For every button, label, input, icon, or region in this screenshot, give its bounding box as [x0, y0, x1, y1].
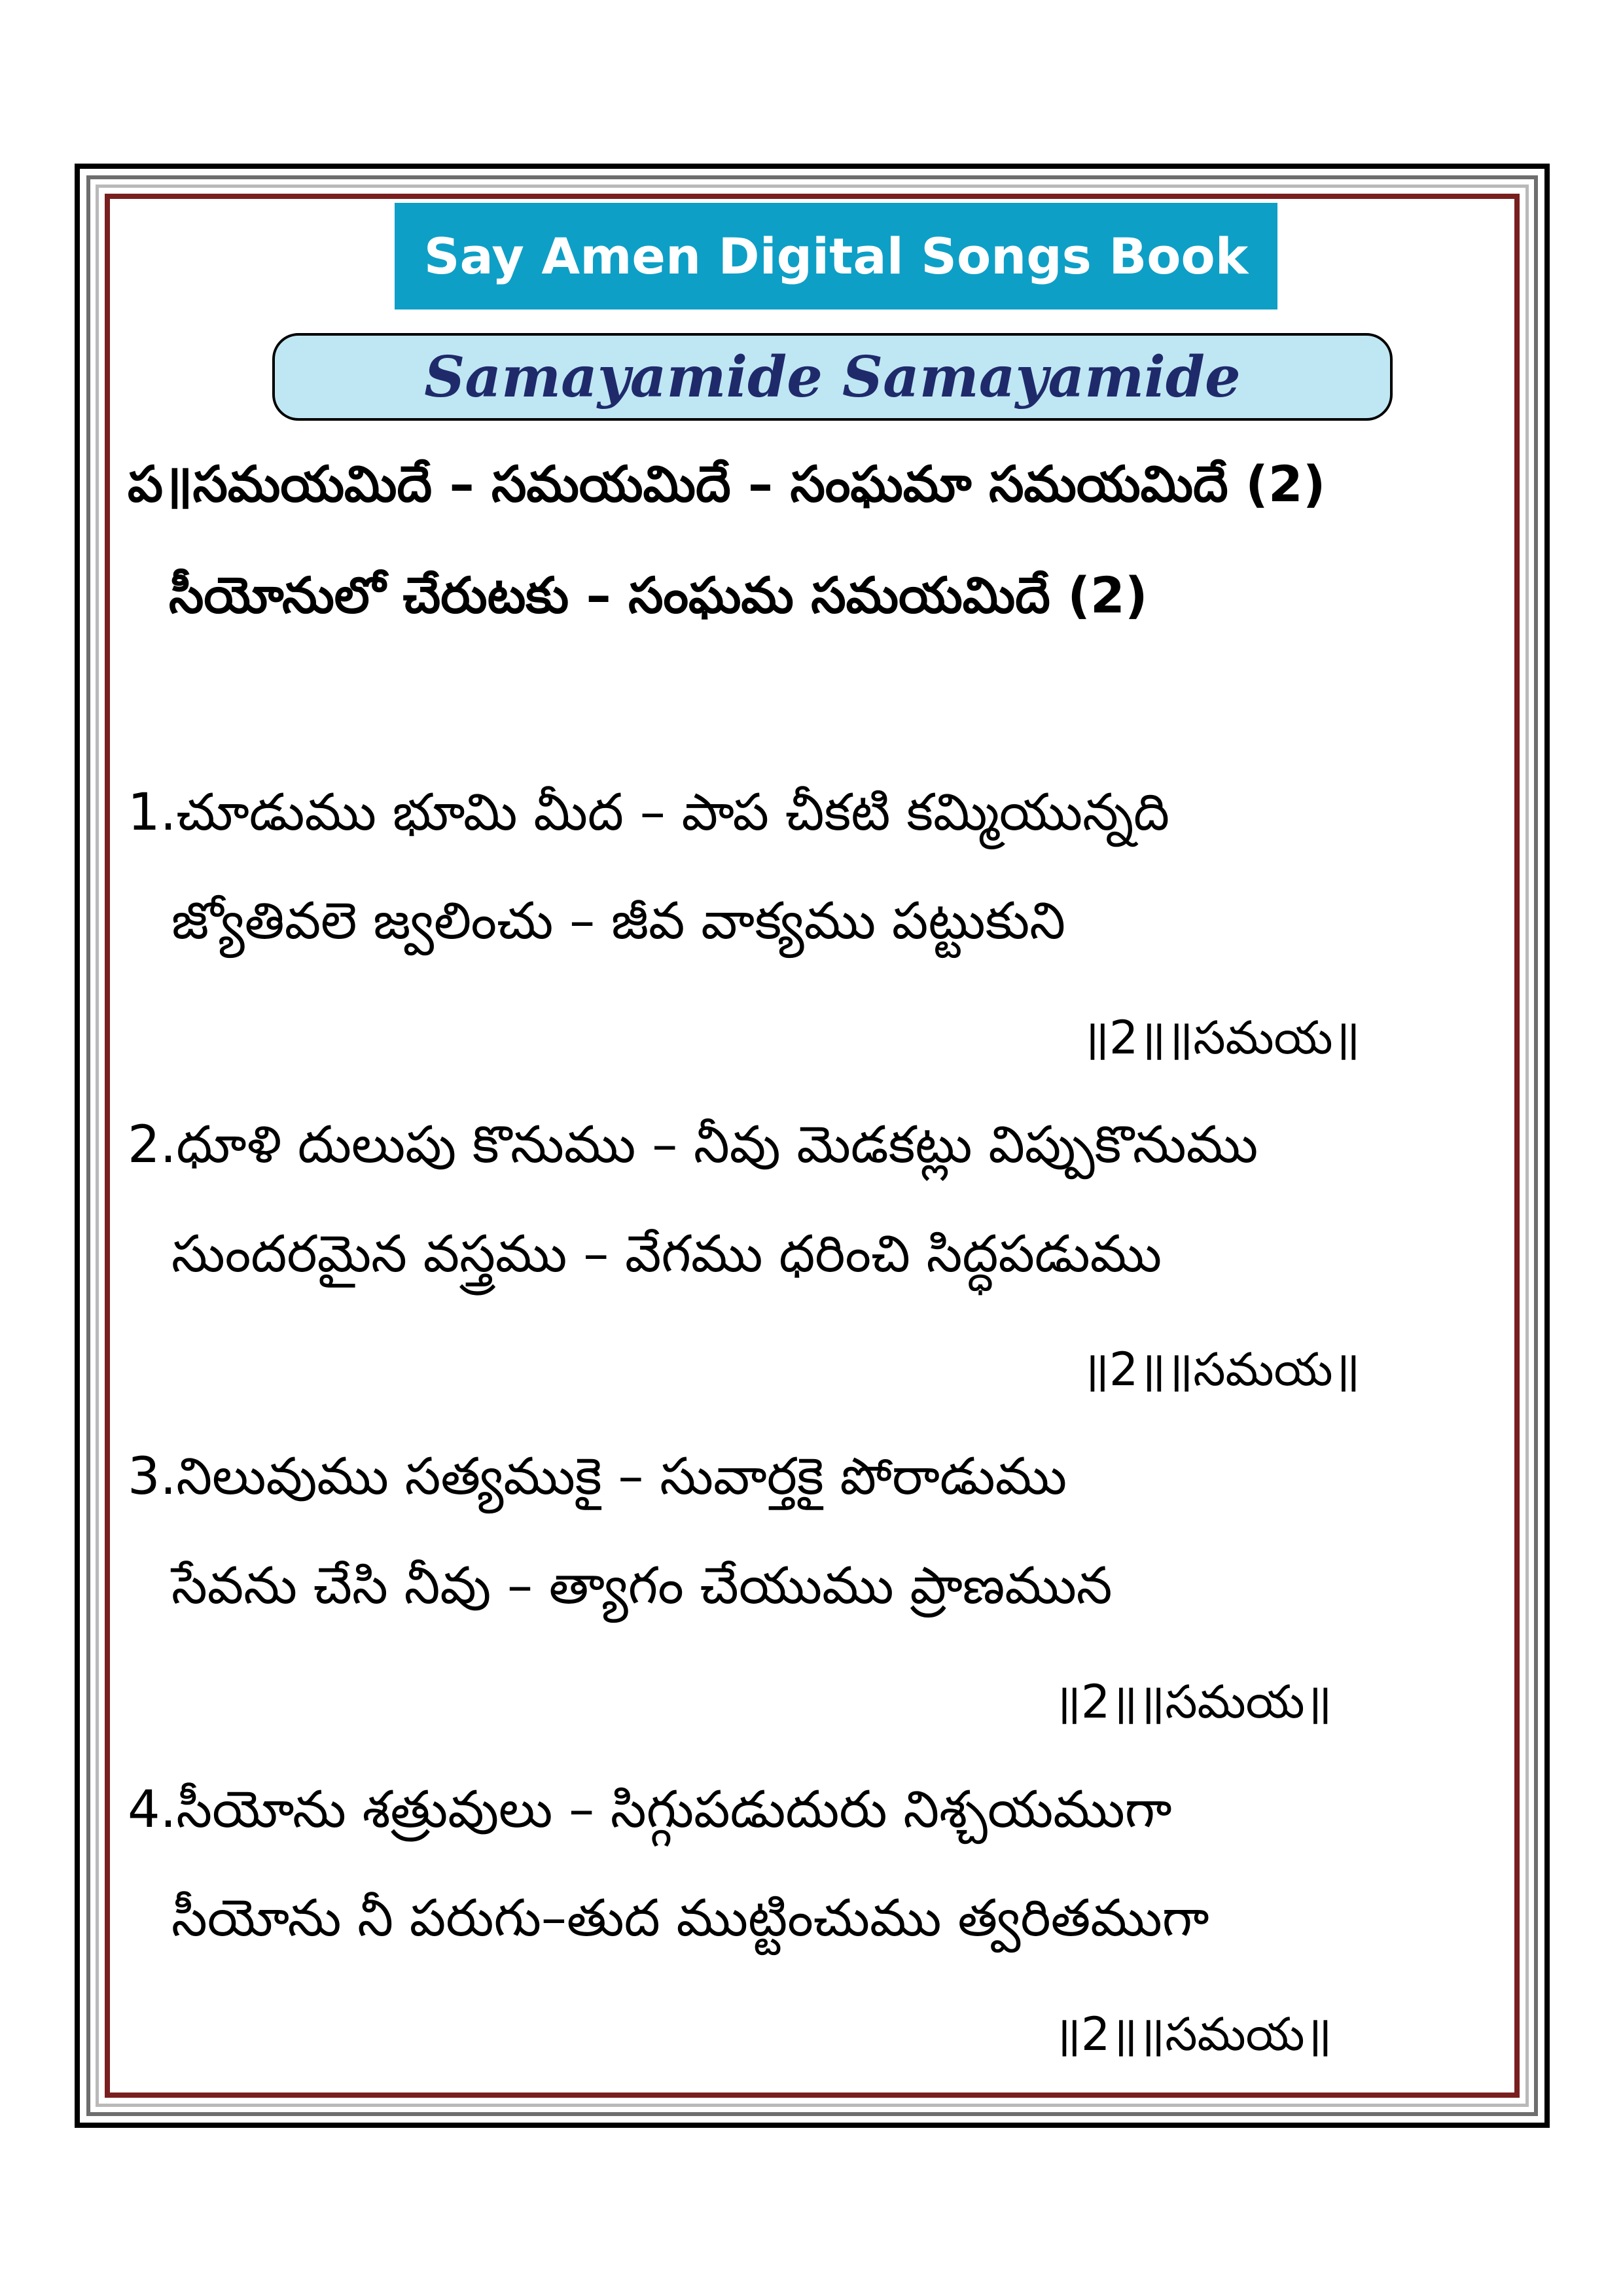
- verse-2-line-2: సుందరమైన వస్త్రము – వేగము ధరించి సిద్ధపడుము: [171, 1225, 1162, 1284]
- verse-3-line-2: సేవను చేసి నీవు – త్యాగం చేయుము ప్రాణమున: [171, 1557, 1113, 1616]
- verse-4-line-1: 4.సీయోను శత్రువులు – సిగ్గుపడుదురు నిశ్చయముగా: [128, 1780, 1172, 1839]
- verse-2-line-1: 2.ధూళి దులుపు కొనుము – నీవు మెడకట్లు విప్పుకొనుము: [128, 1116, 1258, 1174]
- verse-3-line-1: 3.నిలువుము సత్యముకై – సువార్తకై పోరాడుము: [128, 1447, 1067, 1506]
- verse-4-refrain: ॥2॥॥సమయ॥: [1054, 2007, 1332, 2061]
- song-title: Samayamide Samayamide: [424, 344, 1241, 410]
- banner-title: Say Amen Digital Songs Book: [423, 227, 1249, 285]
- header-banner: [395, 203, 1277, 309]
- chorus-line-2: సీయోనులో చేరుటకు – సంఘమ సమయమిదే (2): [169, 566, 1148, 624]
- verse-1-refrain: ॥2॥॥సమయ॥: [1082, 1011, 1361, 1065]
- verse-1-line-2: జ్యోతివలె జ్వలించు – జీవ వాక్యము పట్టుకుని: [171, 892, 1066, 951]
- verse-3-refrain: ॥2॥॥సమయ॥: [1054, 1675, 1332, 1729]
- verse-2-refrain: ॥2॥॥సమయ॥: [1082, 1343, 1361, 1396]
- verse-1-line-1: 1.చూడుము భూమి మీద – పాప చీకటి కమ్మియున్నది: [128, 783, 1170, 842]
- song-title-box: [272, 333, 1393, 421]
- chorus-line-1: ప॥సమయమిదే – సమయమిదే – సంఘమా సమయమిదే (2): [128, 455, 1326, 513]
- verse-4-line-2: సీయోను నీ పరుగు–తుద ముట్టించుము త్వరితముగా: [171, 1889, 1209, 1948]
